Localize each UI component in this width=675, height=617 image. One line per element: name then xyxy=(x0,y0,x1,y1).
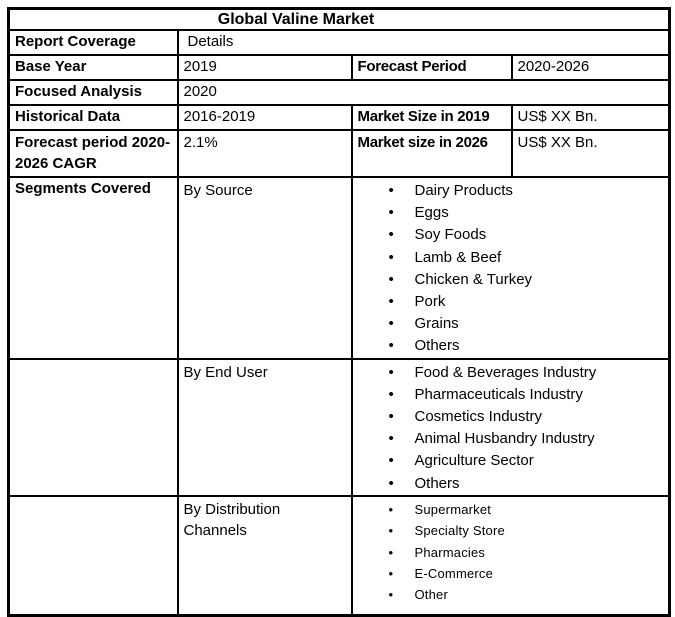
list-item xyxy=(353,499,667,520)
focused-analysis-label: Focused Analysis xyxy=(9,80,178,105)
bullet-icon: • xyxy=(388,363,394,381)
bullet-icon: • xyxy=(388,566,394,582)
list-item xyxy=(353,584,667,605)
base-year-value: 2019 xyxy=(178,55,352,80)
list-item-text: Specialty Store xyxy=(414,523,505,539)
list-item-text: Other xyxy=(414,587,449,603)
bullet-icon: • xyxy=(388,474,394,492)
list-item-text: Soy Foods xyxy=(414,226,487,244)
segment-list-by-end-user xyxy=(352,359,670,496)
bullet-icon: • xyxy=(388,385,394,403)
list-item-text: Lamb & Beef xyxy=(414,248,502,266)
market-size-2026-value: US$ XX Bn. xyxy=(512,130,670,177)
list-item-text: Food & Beverages Industry xyxy=(414,363,597,381)
segments-by-source-row xyxy=(9,177,670,359)
report-coverage-row xyxy=(9,30,670,55)
list-item xyxy=(353,247,667,269)
market-report-table xyxy=(7,7,671,617)
forecast-cagr-row xyxy=(9,130,670,177)
forecast-cagr-label: Forecast period 2020-2026 CAGR xyxy=(9,130,178,177)
list-item xyxy=(353,362,667,384)
base-year-row xyxy=(9,55,670,80)
bullet-icon: • xyxy=(388,204,394,222)
bullet-icon: • xyxy=(388,523,394,539)
forecast-period-label: Forecast Period xyxy=(352,55,512,80)
list-item-text: Pork xyxy=(414,293,446,311)
historical-data-row xyxy=(9,105,670,130)
bullet-icon: • xyxy=(388,248,394,266)
list-item xyxy=(353,520,667,541)
segment-group-name-by-end-user: By End User xyxy=(178,359,352,496)
list-item-text: Grains xyxy=(414,315,459,333)
market-size-2026-label: Market size in 2026 xyxy=(352,130,512,177)
bullet-icon: • xyxy=(388,587,394,603)
list-item xyxy=(353,406,667,428)
segments-by-distribution-row xyxy=(9,496,670,616)
bullet-icon: • xyxy=(388,337,394,355)
title-row xyxy=(9,9,670,31)
historical-data-label: Historical Data xyxy=(9,105,178,130)
market-size-2019-value: US$ XX Bn. xyxy=(512,105,670,130)
forecast-period-value: 2020-2026 xyxy=(512,55,670,80)
segment-group-name-by-distribution-channels: By Distribution Channels xyxy=(178,496,352,616)
bullet-icon: • xyxy=(388,452,394,470)
list-item-text: Others xyxy=(414,337,460,355)
base-year-label: Base Year xyxy=(9,55,178,80)
report-coverage-value: Details xyxy=(178,30,670,55)
list-item xyxy=(353,384,667,406)
empty-cell xyxy=(9,496,178,616)
empty-cell xyxy=(9,359,178,496)
list-item-text: Agriculture Sector xyxy=(414,452,534,470)
report-coverage-label: Report Coverage xyxy=(9,30,178,55)
segment-group-name-by-source: By Source xyxy=(178,177,352,359)
list-item xyxy=(353,542,667,563)
list-item xyxy=(353,335,667,357)
list-item-text: Chicken & Turkey xyxy=(414,270,533,288)
list-item-text: Pharmacies xyxy=(414,544,486,560)
list-item xyxy=(353,224,667,246)
list-item xyxy=(353,473,667,495)
list-item-text: E-Commerce xyxy=(414,566,494,582)
list-item xyxy=(353,291,667,313)
table-title: Global Valine Market xyxy=(9,9,670,31)
bullet-icon: • xyxy=(388,315,394,333)
market-size-2019-label: Market Size in 2019 xyxy=(352,105,512,130)
list-item-text: Dairy Products xyxy=(414,182,513,199)
list-item xyxy=(353,269,667,291)
segment-list-by-distribution-channels xyxy=(352,496,670,616)
bullet-icon: • xyxy=(388,226,394,244)
bullet-icon: • xyxy=(388,430,394,448)
list-item xyxy=(353,450,667,472)
bullet-icon: • xyxy=(388,270,394,288)
focused-analysis-value: 2020 xyxy=(178,80,670,105)
list-item-text: Cosmetics Industry xyxy=(414,408,543,426)
list-item xyxy=(353,313,667,335)
list-item xyxy=(353,180,667,202)
list-item xyxy=(353,428,667,450)
bullet-icon: • xyxy=(388,544,394,560)
list-item xyxy=(353,202,667,224)
bullet-icon: • xyxy=(388,501,394,517)
list-item-text: Supermarket xyxy=(414,501,492,517)
list-item-text: Others xyxy=(414,474,460,492)
list-item-text: Eggs xyxy=(414,204,449,222)
historical-data-value: 2016-2019 xyxy=(178,105,352,130)
forecast-cagr-value: 2.1% xyxy=(178,130,352,177)
list-item-text: Animal Husbandry Industry xyxy=(414,430,595,448)
bullet-icon: • xyxy=(388,408,394,426)
bullet-icon: • xyxy=(388,182,394,199)
list-item-text: Pharmaceuticals Industry xyxy=(414,385,583,403)
segments-by-end-user-row xyxy=(9,359,670,496)
bullet-icon: • xyxy=(388,293,394,311)
list-item xyxy=(353,563,667,584)
segment-list-by-source xyxy=(352,177,670,359)
segments-covered-label: Segments Covered xyxy=(9,177,178,359)
focused-analysis-row xyxy=(9,80,670,105)
